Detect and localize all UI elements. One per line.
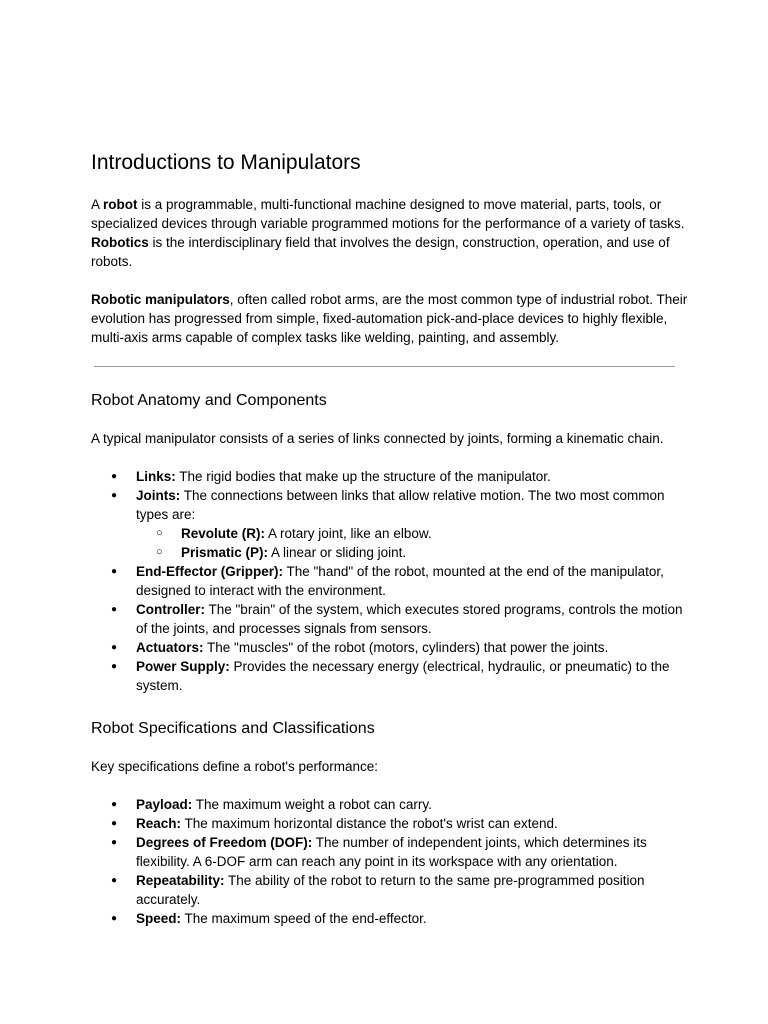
list-item [91, 795, 691, 814]
intro-paragraph-1 [91, 195, 691, 271]
anatomy-list [91, 467, 691, 695]
intro-p1-term-robot: robot [103, 197, 138, 212]
joint-types-list [136, 524, 691, 562]
intro-p1-seg: is the interdisciplinary field that involves the design, construction, operation, and use of robots. [91, 235, 670, 269]
list-item [91, 871, 691, 909]
list-item-term: Controller: [136, 602, 205, 617]
list-item-term: Speed: [136, 911, 182, 926]
list-item [136, 524, 691, 543]
list-item-text: A linear or sliding joint. [268, 545, 407, 560]
intro-paragraph-2 [91, 290, 691, 347]
list-item-text: The maximum horizontal distance the robot's wrist can extend. [181, 816, 558, 831]
list-item-text: The maximum weight a robot can carry. [192, 797, 432, 812]
list-item-text: The ability of the robot to return to the same pre-programmed position accurately. [136, 873, 645, 907]
list-item-term: Links: [136, 469, 176, 484]
list-item [136, 543, 691, 562]
list-item-text: A rotary joint, like an elbow. [265, 526, 432, 541]
list-item-term: Revolute (R): [181, 526, 265, 541]
list-item-term: Actuators: [136, 640, 204, 655]
list-item [91, 486, 691, 562]
list-item [91, 814, 691, 833]
list-item-term: Repeatability: [136, 873, 225, 888]
list-item [91, 909, 691, 928]
list-item-text: The "brain" of the system, which executes stored programs, controls the motion of the joints, and processes signals from sensors. [136, 602, 683, 636]
list-item-text: The connections between links that allow relative motion. The two most common types are: [136, 488, 665, 522]
list-item [91, 657, 691, 695]
intro-p1-term-robotics: Robotics [91, 235, 149, 250]
list-item-term: Payload: [136, 797, 193, 812]
list-item-text: Provides the necessary energy (electrical, hydraulic, or pneumatic) to the system. [136, 659, 670, 693]
intro-p2-term: Robotic manipulators [91, 292, 230, 307]
list-item [91, 833, 691, 871]
list-item [91, 562, 691, 600]
list-item-term: End-Effector (Gripper): [136, 564, 283, 579]
horizontal-divider [94, 366, 675, 367]
list-item-text: The rigid bodies that make up the structure of the manipulator. [175, 469, 551, 484]
list-item-text: The "hand" of the robot, mounted at the end of the manipulator, designed to interact with the environment. [136, 564, 664, 598]
section-heading-anatomy: Robot Anatomy and Components [91, 392, 327, 409]
specs-lead: Key specifications define a robot's performance: [91, 759, 378, 774]
document-page [91, 150, 691, 947]
list-item [91, 600, 691, 638]
list-item-term: Degrees of Freedom (DOF): [136, 835, 313, 850]
list-item-text: The "muscles" of the robot (motors, cylinders) that power the joints. [203, 640, 609, 655]
list-item [91, 467, 691, 486]
intro-p1-seg: is a programmable, multi-functional machine designed to move material, parts, tools, or specialized devices through variable programmed motions for the performance of a variety of tasks. [91, 197, 685, 231]
document-title: Introductions to Manipulators [91, 151, 361, 174]
specs-list [91, 795, 691, 928]
intro-p1-seg: A [91, 197, 104, 212]
list-item-term: Joints: [136, 488, 181, 503]
anatomy-lead: A typical manipulator consists of a series of links connected by joints, forming a kinematic chain. [91, 431, 664, 446]
list-item-text: The maximum speed of the end-effector. [181, 911, 427, 926]
list-item-text: The number of independent joints, which determines its flexibility. A 6-DOF arm can reach any point in its workspace with any orientation. [136, 835, 647, 869]
list-item-term: Reach: [136, 816, 182, 831]
intro-p2-seg: , often called robot arms, are the most common type of industrial robot. Their evolution has progressed from simple, fixed-automation pick-and-place devices to highly flexible, multi-axis arms capable of complex tasks like welding, painting, and assembly. [91, 292, 688, 345]
section-heading-specs: Robot Specifications and Classifications [91, 720, 375, 737]
list-item-term: Power Supply: [136, 659, 230, 674]
list-item-term: Prismatic (P): [181, 545, 269, 560]
list-item [91, 638, 691, 657]
